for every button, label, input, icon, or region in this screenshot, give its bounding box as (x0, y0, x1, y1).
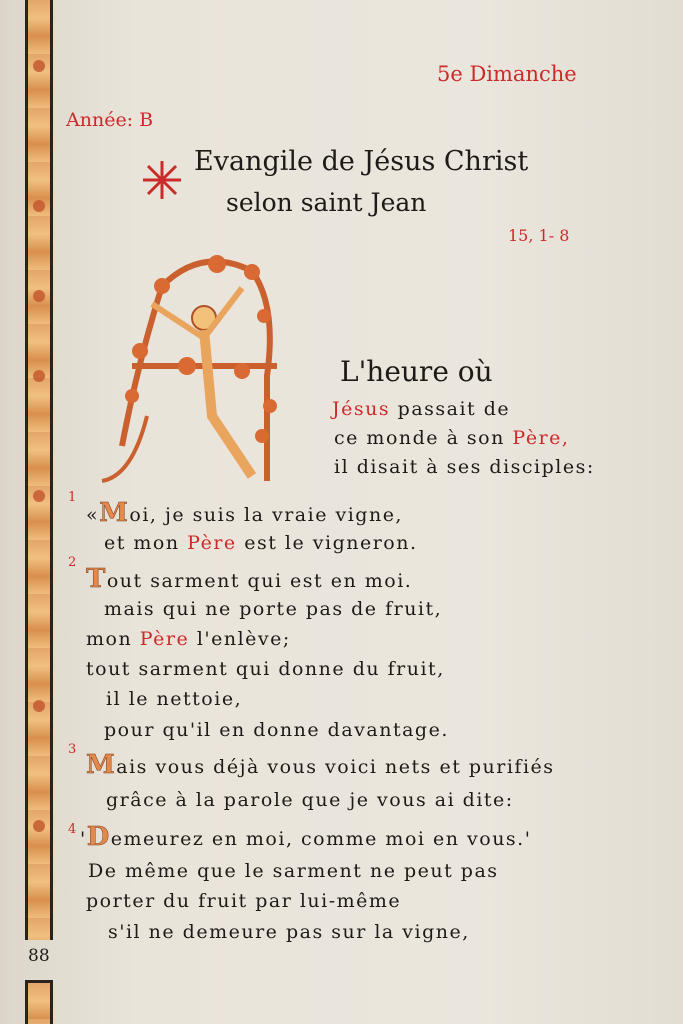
liturgical-year: Année: B (66, 109, 154, 131)
sunday-label: 5e Dimanche (437, 62, 577, 86)
verse-1-line-1: «Moi, je suis la vraie vigne, (86, 498, 403, 528)
intro-line-1: L'heure où (340, 355, 493, 388)
verse-2-line-2: mais qui ne porte pas de fruit, (104, 598, 443, 620)
gospel-subtitle: selon saint Jean (226, 188, 427, 217)
page-number: 88 (28, 946, 50, 966)
verse-2-line-3: mon Père l'enlève; (86, 628, 291, 650)
verse-2-line-5: il le nettoie, (106, 688, 243, 710)
illuminated-initial-icon (92, 246, 292, 495)
verse-4-line-3: porter du fruit par lui-même (86, 890, 402, 912)
grape-ornament-icon (33, 60, 45, 72)
verse-3-line-1: Mais vous déjà vous voici nets et purifiés (86, 750, 555, 780)
verse-4-line-2: De même que le sarment ne peut pas (88, 860, 499, 882)
verse-2-line-6: pour qu'il en donne davantage. (104, 719, 449, 741)
vine-border-ornament-bottom (25, 980, 53, 1024)
grape-ornament-icon (33, 820, 45, 832)
grape-ornament-icon (33, 490, 45, 502)
verse-number: 3 (68, 742, 77, 757)
intro-line-4: il disait à ses disciples: (334, 456, 595, 478)
intro-line-2: Jésus passait de (332, 398, 511, 420)
verse-number: 1 (68, 490, 77, 505)
cross-star-icon (140, 158, 184, 206)
verse-3-line-2: grâce à la parole que je vous ai dite: (106, 789, 514, 811)
verse-4-line-4: s'il ne demeure pas sur la vigne, (108, 921, 470, 943)
intro-line-3: ce monde à son Père, (334, 427, 570, 449)
scripture-reference: 15, 1- 8 (508, 226, 570, 245)
verse-2-line-4: tout sarment qui donne du fruit, (86, 658, 445, 680)
grape-ornament-icon (33, 290, 45, 302)
grape-ornament-icon (33, 200, 45, 212)
vine-border-ornament (25, 0, 53, 940)
verse-1-line-2: et mon Père est le vigneron. (104, 532, 418, 554)
verse-number: 4 (68, 822, 77, 837)
verse-number: 2 (68, 555, 77, 570)
grape-ornament-icon (33, 700, 45, 712)
grape-ornament-icon (33, 370, 45, 382)
verse-4-line-1: 'Demeurez en moi, comme moi en vous.' (80, 822, 532, 852)
verse-2-line-1: Tout sarment qui est en moi. (86, 564, 413, 594)
gospel-title: Evangile de Jésus Christ (194, 146, 529, 177)
